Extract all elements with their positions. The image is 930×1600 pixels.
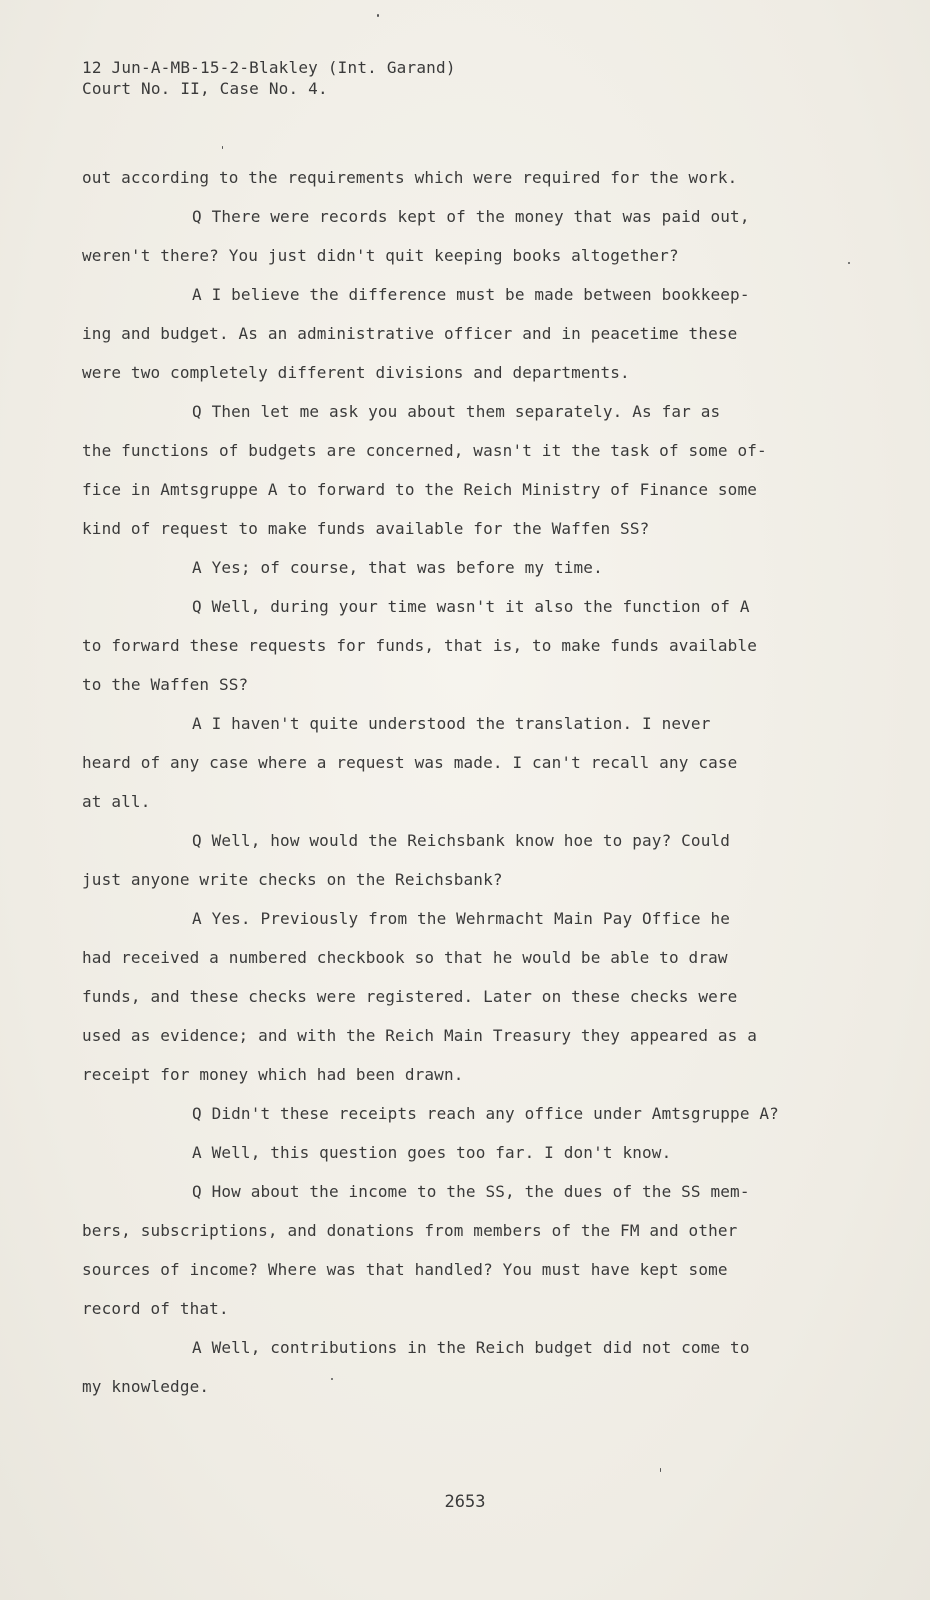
transcript-line: A I haven't quite understood the translation. I never — [192, 714, 711, 733]
transcript-line: at all. — [82, 792, 151, 811]
transcript-line: had received a numbered checkbook so that he would be able to draw — [82, 948, 728, 967]
transcript-line: Q There were records kept of the money that was paid out, — [192, 207, 750, 226]
transcript-line: A Well, this question goes too far. I don't know. — [192, 1143, 672, 1162]
transcript-line: weren't there? You just didn't quit keeping books altogether? — [82, 246, 679, 265]
header-case-line: 12 Jun-A-MB-15-2-Blakley (Int. Garand) — [82, 58, 456, 77]
transcript-line: receipt for money which had been drawn. — [82, 1065, 464, 1084]
transcript-line: just anyone write checks on the Reichsbank? — [82, 870, 503, 889]
transcript-line: A Yes; of course, that was before my time. — [192, 558, 603, 577]
header-court-line: Court No. II, Case No. 4. — [82, 79, 328, 98]
page-number: 2653 — [444, 1492, 486, 1512]
transcript-line: the functions of budgets are concerned, wasn't it the task of some of- — [82, 441, 767, 460]
transcript-line: fice in Amtsgruppe A to forward to the Reich Ministry of Finance some — [82, 480, 758, 499]
transcript-line: Q Then let me ask you about them separately. As far as — [192, 402, 721, 421]
paper-speck — [660, 1468, 661, 1472]
transcript-line: A Well, contributions in the Reich budget did not come to — [192, 1338, 750, 1357]
transcript-line: my knowledge. — [82, 1377, 210, 1396]
paper-speck — [222, 146, 223, 149]
transcript-line: heard of any case where a request was made. I can't recall any case — [82, 753, 738, 772]
transcript-line: Q Didn't these receipts reach any office under Amtsgruppe A? — [192, 1104, 779, 1123]
transcript-line: were two completely different divisions and departments. — [82, 363, 630, 382]
transcript-line: Q Well, during your time wasn't it also the function of A — [192, 597, 750, 616]
transcript-line: Q How about the income to the SS, the dues of the SS mem- — [192, 1182, 750, 1201]
paper-speck — [377, 14, 379, 17]
transcript-line: used as evidence; and with the Reich Main Treasury they appeared as a — [82, 1026, 758, 1045]
transcript-line: funds, and these checks were registered. Later on these checks were — [82, 987, 738, 1006]
document-header — [82, 57, 456, 99]
transcript-line: to the Waffen SS? — [82, 675, 249, 694]
transcript-line: A Yes. Previously from the Wehrmacht Main Pay Office he — [192, 909, 731, 928]
transcript-line: bers, subscriptions, and donations from members of the FM and other — [82, 1221, 738, 1240]
transcript-line: sources of income? Where was that handled? You must have kept some — [82, 1260, 728, 1279]
transcript-line: record of that. — [82, 1299, 229, 1318]
transcript-line: A I believe the difference must be made between bookkeep- — [192, 285, 750, 304]
transcript-line: out according to the requirements which were required for the work. — [82, 168, 738, 187]
transcript-body — [82, 158, 862, 1406]
transcript-line: to forward these requests for funds, that is, to make funds available — [82, 636, 758, 655]
transcript-line: Q Well, how would the Reichsbank know hoe to pay? Could — [192, 831, 731, 850]
transcript-line: ing and budget. As an administrative officer and in peacetime these — [82, 324, 738, 343]
transcript-line: kind of request to make funds available for the Waffen SS? — [82, 519, 650, 538]
